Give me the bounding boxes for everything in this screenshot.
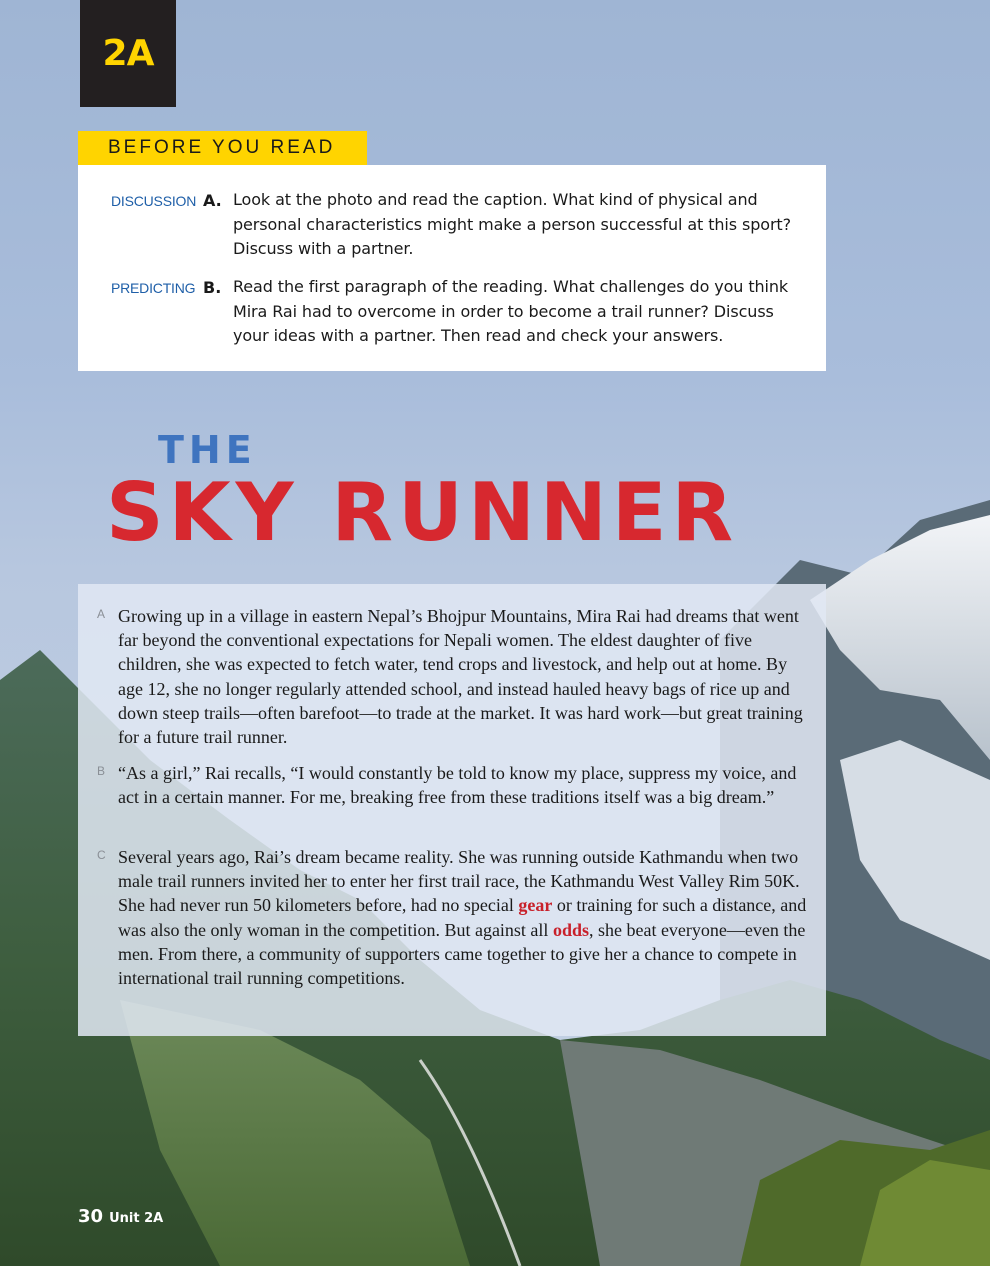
text-segment: Several years ago, Rai’s dream became reality. She was running outside Kathmandu when two male trail runners invited her to enter her first trail race, the Kathmandu West Valley Rim 50K. She had never run 50 kilometers before, had no special [118, 847, 800, 916]
page-footer [78, 1206, 163, 1227]
paragraph-letter: A [97, 607, 106, 621]
question-letter: B. [203, 278, 222, 297]
vocab-word-gear: gear [518, 895, 553, 916]
page-number: 30 [78, 1206, 104, 1227]
text-segment: , she beat everyone—even the men. From there, a community of supporters came together to give her a chance to compete in international trail running competitions. [118, 919, 806, 989]
page-title: SKY RUNNER [106, 466, 739, 559]
paragraph-letter: B [97, 764, 106, 778]
unit-badge: 2A [80, 0, 176, 107]
skill-label-predicting: PREDICTING [111, 280, 196, 296]
question-letter: A. [203, 191, 222, 210]
paragraph-letter: C [97, 848, 106, 862]
title-the: THE [158, 428, 257, 472]
question-text: Look at the photo and read the caption. What kind of physical and personal characteristics might make a person successful at this sport? Discuss with a partner. [233, 190, 792, 258]
paragraph-text [118, 845, 808, 990]
vocab-word-odds: odds [552, 919, 589, 940]
paragraph-text: Growing up in a village in eastern Nepal’s Bhojpur Mountains, Mira Rai had dreams that went far beyond the conventional expectations for Nepali women. The eldest daughter of five children, she was expected to fetch water, tend crops and livestock, and help out at home. By age 12, she no longer regularly attended school, and instead hauled heavy bags of rice up and down steep trails—often barefoot—to trade at the market. It was hard work—but great training for a future trail runner. [118, 606, 803, 748]
question-text: Read the first paragraph of the reading. What challenges do you think Mira Rai had to overcome in order to become a trail runner? Discuss your ideas with a partner. Then read and check your answers. [233, 277, 789, 345]
before-you-read-heading: BEFORE YOU READ [78, 131, 367, 165]
skill-label-discussion: DISCUSSION [111, 193, 197, 209]
reading-passage [78, 584, 826, 1036]
unit-label: Unit 2A [109, 1211, 164, 1226]
paragraph-text: “As a girl,” Rai recalls, “I would constantly be told to know my place, suppress my voice, and act in a certain manner. For me, breaking free from these traditions itself was a big dream.” [118, 763, 797, 808]
before-you-read-box [78, 165, 826, 371]
text-segment: or training for such a distance, and was also the only woman in the competition. But against all [118, 895, 807, 940]
